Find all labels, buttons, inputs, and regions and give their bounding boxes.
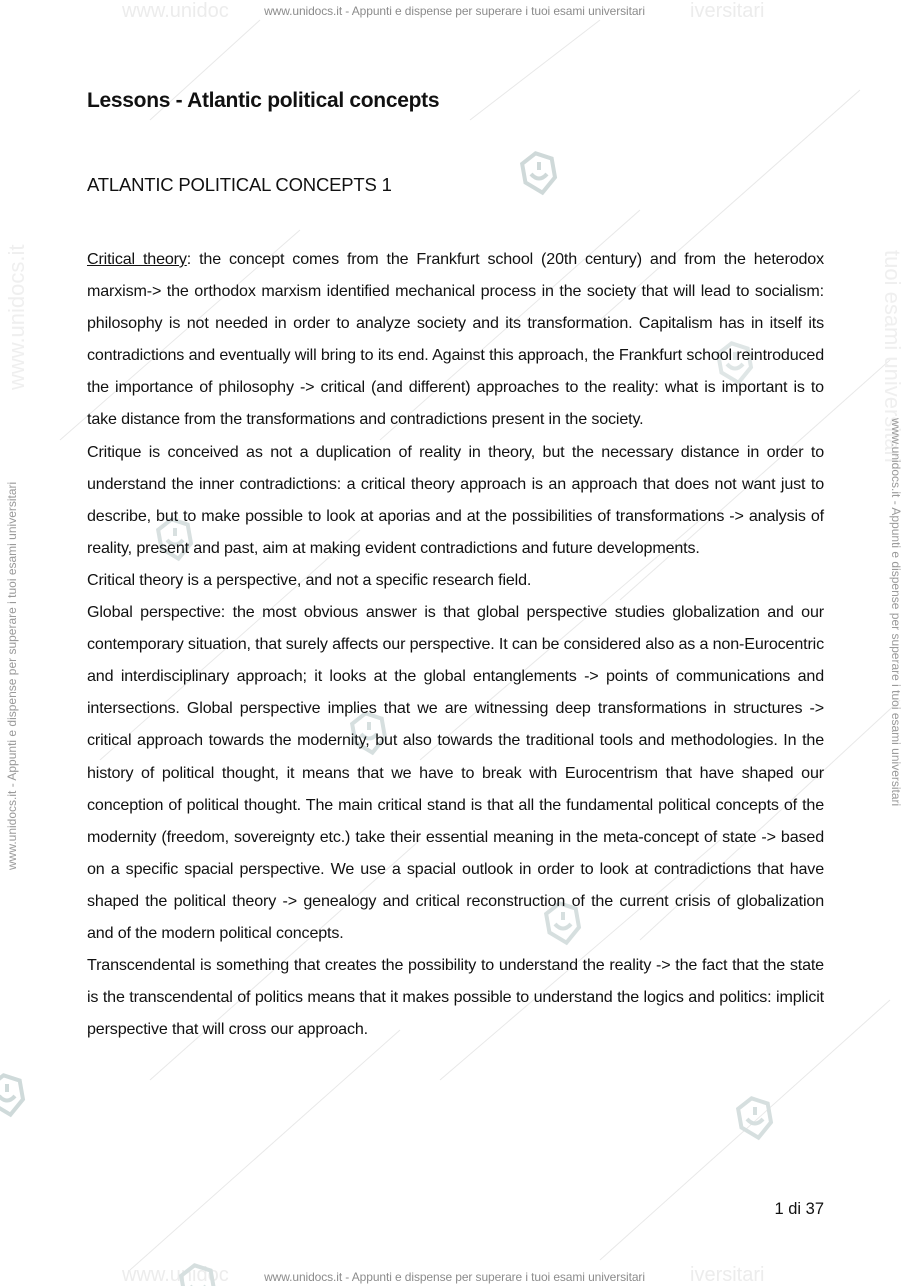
unidocs-logo-icon [732,1095,778,1141]
paragraph-text: : the concept comes from the Frankfurt school (20th century) and from the heterodox marxism-> the orthodox marxism identified mechanical process in the society that will lead to socialism: philosophy is not needed in order to analyze society and its transformation. Capitalism has in itself its contradictions and eventually will bring to its end. Against this approach, the Frankfurt school reintroduced the importance of philosophy -> critical (and different) approaches to the reality: what is important is to take distance from the transformations and contradictions present in the society. [87,250,824,429]
paragraph-global-perspective: Global perspective: the most obvious answer is that global perspective studies globalization and our contemporary situation, that surely affects our perspective. It can be considered also as a non-Eurocentric and interdisciplinary approach; it looks at the global entanglements -> points of communications and intersections. Global perspective implies that we are witnessing deep transformations in structures -> critical approach towards the modernity, but also towards the traditional tools and methodologies. In the history of political thought, it means that we have to break with Eurocentrism that have shaped our conception of political thought. The main critical stand is that all the fundamental political concepts of the modernity (freedom, sovereignty etc.) take their essential meaning in the meta-concept of state -> based on a specific spacial perspective. We use a spacial outlook in order to look at contradictions that have shaped the political theory -> genealogy and critical reconstruction of the current crisis of globalization and of the modern political concepts. [87,603,824,942]
watermark-ghost-side-text: tuoi esami universitari [880,250,905,463]
section-heading: ATLANTIC POLITICAL CONCEPTS 1 [87,174,392,195]
term-critical-theory: Critical theory [87,250,187,268]
watermark-ghost-side-text: www.unidocs.it [4,244,29,390]
paragraph-critical-theory-perspective: Critical theory is a perspective, and not a specific research field. [87,570,532,589]
document-content [87,86,824,1039]
document-title: Lessons - Atlantic political concepts [87,89,440,112]
watermark-ghost-text: www.unidoc [122,1264,229,1286]
watermark-right-side: www.unidocs.it - Appunti e dispense per superare i tuoi esami universitari [889,418,903,807]
document-body [87,243,824,1045]
watermark-footer: www.unidocs.it - Appunti e dispense per superare i tuoi esami universitari [264,1270,645,1284]
watermark-ghost-text: www.unidoc [122,0,229,22]
watermark-ghost-text: iversitari [690,1264,765,1286]
paragraph-critique: Critique is conceived as not a duplication of reality in theory, but the necessary distance in order to understand the inner contradictions: a critical theory approach is an approach that does not want just to describe, but to make possible to look at aporias and at the possibilities of transformations -> analysis of reality, present and past, aim at making evident contradictions and future developments. [87,442,824,557]
watermark-left-side: www.unidocs.it - Appunti e dispense per superare i tuoi esami universitari [5,481,19,870]
unidocs-logo-icon [516,150,562,196]
unidocs-logo-icon [178,1262,218,1286]
unidocs-logo-icon [0,1072,30,1118]
watermark-header: www.unidocs.it - Appunti e dispense per superare i tuoi esami universitari [264,4,645,18]
watermark-ghost-text: iversitari [690,0,765,22]
paragraph-transcendental: Transcendental is something that creates the possibility to understand the reality -> the fact that the state is the transcendental of politics means that it makes possible to understand the logics and politics: implicit perspective that will cross our approach. [87,956,824,1039]
page-number: 1 di 37 [774,1200,824,1218]
paragraph-critical-theory [87,243,824,436]
